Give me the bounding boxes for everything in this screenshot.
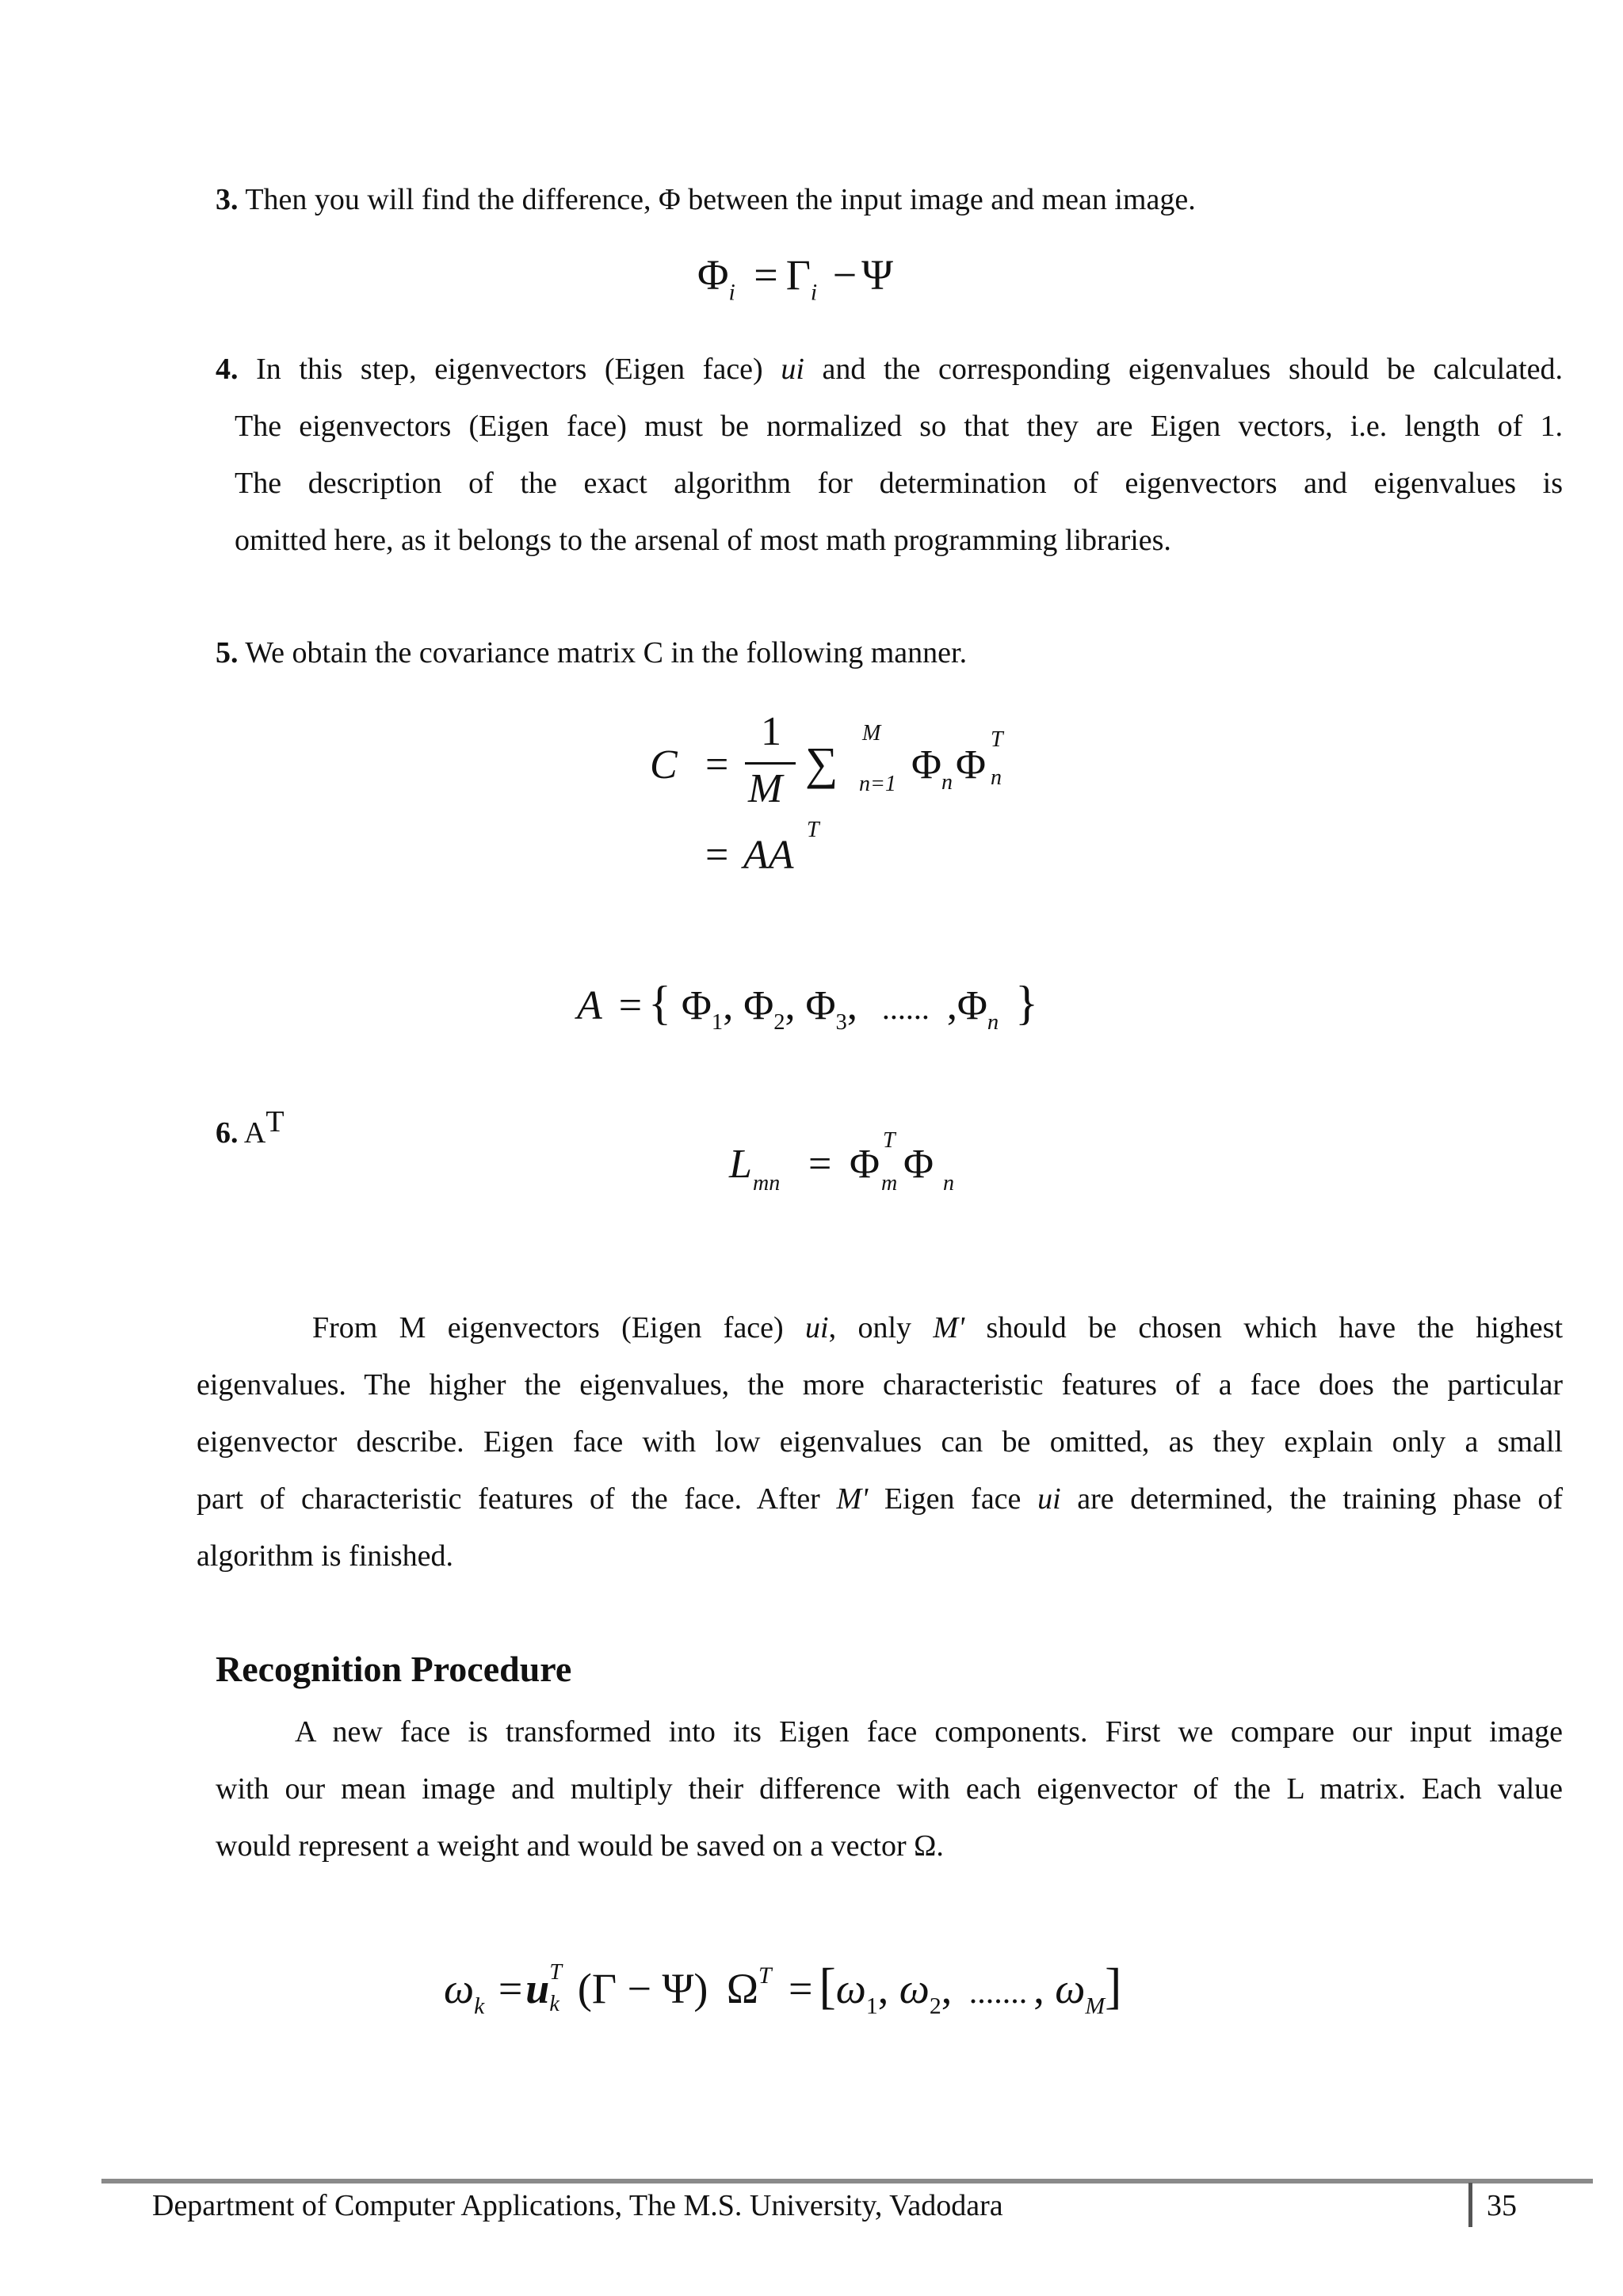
m-prime-italic-2: M' xyxy=(836,1482,869,1516)
fraction-denominator: M xyxy=(748,766,783,811)
selection-line-2: eigenvalues. The higher the eigenvalues, the more characteristic features of a face does the particular xyxy=(197,1368,1563,1402)
u-subscript: k xyxy=(549,1992,559,2016)
gamma-subscript: i xyxy=(810,280,818,306)
equation-l-matrix xyxy=(729,1128,983,1222)
step-6-a: A xyxy=(238,1116,266,1150)
footer-department: Department of Computer Applications, The M.S. University, Vadodara xyxy=(152,2189,1003,2222)
ui-italic-2: ui xyxy=(1037,1482,1061,1516)
omega-2: ω xyxy=(899,1965,930,2012)
equals-sign-2: = xyxy=(705,833,729,878)
gamma-symbol: Γ xyxy=(785,251,811,299)
step-4-number: 4. xyxy=(216,353,239,386)
omega-k-subscript: k xyxy=(474,1993,485,2019)
recognition-line-1: A new face is transformed into its Eigen face components. First we compare our input image xyxy=(295,1715,1563,1749)
sigma-upper-limit: M xyxy=(862,721,881,746)
step-5-paragraph xyxy=(216,624,1563,681)
omega-m-subscript: M xyxy=(1085,1993,1106,2019)
step-3-paragraph xyxy=(216,171,1563,228)
step-6-superscript: T xyxy=(265,1105,285,1138)
phi-m-subscript: m xyxy=(881,1171,898,1196)
phi-n-transpose-subscript: n xyxy=(991,765,1002,790)
selection-text-b: , only xyxy=(828,1311,934,1344)
ellipsis: ....... xyxy=(968,1974,1028,2011)
recognition-line-3: would represent a weight and would be saved on a vector Ω. xyxy=(216,1829,944,1863)
step-5-number: 5. xyxy=(216,636,239,669)
close-bracket: ] xyxy=(1105,1958,1122,2014)
l-subscript: mn xyxy=(753,1171,781,1196)
phi-n-subscript: n xyxy=(943,1171,954,1196)
fraction-numerator: 1 xyxy=(761,709,781,754)
m-prime-italic: M' xyxy=(933,1311,965,1344)
open-brace: { xyxy=(648,977,671,1029)
omega-2-subscript: 2 xyxy=(929,1993,941,2019)
phi-1-subscript: 1 xyxy=(711,1009,724,1035)
equation-difference xyxy=(697,250,893,306)
step-3-text: Then you will find the difference, Φ between the input image and mean image. xyxy=(238,183,1196,216)
open-bracket: [ xyxy=(819,1958,836,2014)
ellipsis: ...... xyxy=(881,990,930,1026)
phi-n: Φ xyxy=(903,1142,934,1187)
step-4-text-a: In this step, eigenvectors (Eigen face) xyxy=(238,353,781,386)
step-3-number: 3. xyxy=(216,183,239,216)
phi-n: Φ xyxy=(911,742,942,788)
equals-sign-2: = xyxy=(788,1965,813,2012)
psi-symbol: Ψ xyxy=(861,251,893,299)
sigma-symbol: ∑ xyxy=(805,738,838,789)
phi-2: Φ xyxy=(743,983,774,1028)
minus-sign: − xyxy=(832,251,857,299)
step-4-line-4: omitted here, as it belongs to the arsenal of most math programming libraries. xyxy=(235,524,1171,557)
footer-rule xyxy=(101,2179,1593,2183)
phi-1: Φ xyxy=(681,983,712,1028)
phi-3: Φ xyxy=(805,983,836,1028)
phi-n-subscript: n xyxy=(987,1009,999,1035)
sigma-lower-limit: n=1 xyxy=(859,772,896,796)
aa-superscript: T xyxy=(807,818,819,842)
phi-n-subscript: n xyxy=(941,770,953,795)
equation-weights: $\omega_k =u$ T k (Γ − Ψ) $\Omega^T = [\omega_1$, $\omega_2$, ....... , $\omega_M$] xyxy=(444,1958,1122,2019)
omega-1: ω xyxy=(835,1965,866,2012)
phi-m: Φ xyxy=(850,1142,880,1187)
equals-sign: = xyxy=(618,983,643,1028)
selection-text-a: From M eigenvectors (Eigen face) xyxy=(312,1311,806,1344)
c-symbol: C xyxy=(650,742,678,788)
selection-line-4 xyxy=(197,1470,1563,1527)
recognition-line-2: with our mean image and multiply their difference with each eigenvector of the L matrix. Each value xyxy=(216,1772,1563,1806)
selection-text-4c: are determined, the training phase of xyxy=(1060,1482,1564,1516)
u-symbol: u xyxy=(525,1965,550,2012)
phi-n-transpose: Φ xyxy=(956,742,987,788)
equals-sign: = xyxy=(808,1142,832,1187)
omega-superscript: T xyxy=(758,1962,772,1989)
equals-sign: = xyxy=(754,251,778,299)
selection-text-c: should be chosen which have the highest xyxy=(964,1311,1564,1344)
aa-symbol: AA xyxy=(743,833,794,878)
equals-sign: = xyxy=(498,1965,523,2012)
phi-m-superscript: T xyxy=(883,1128,896,1153)
selection-line-3: eigenvector describe. Eigen face with low eigenvalues can be omitted, as they explain only a small xyxy=(197,1425,1563,1459)
ui-italic: ui xyxy=(805,1311,829,1344)
step-4-line-3: The description of the exact algorithm for determination of eigenvectors and eigenvalues is xyxy=(235,467,1563,500)
ui-italic: ui xyxy=(781,353,804,386)
equation-covariance xyxy=(650,709,1062,895)
step-4-line-2: The eigenvectors (Eigen face) must be normalized so that they are Eigen vectors, i.e. length of 1. xyxy=(235,410,1563,443)
gamma-minus-psi: (Γ − Ψ) xyxy=(577,1965,708,2012)
step-6-number: 6. xyxy=(216,1116,239,1150)
step-6-paragraph xyxy=(216,1093,453,1161)
recognition-heading: Recognition Procedure xyxy=(216,1649,572,1689)
selection-line-1 xyxy=(312,1299,1563,1356)
page-number: 35 xyxy=(1487,2189,1517,2222)
omega-k: ω xyxy=(444,1965,475,2012)
equation-a-matrix: A = { $\Phi_1$, $\Phi_2$, $\Phi_3$, ...... $,\Phi_n$ } xyxy=(577,977,1038,1035)
omega-m: ω xyxy=(1055,1965,1086,2012)
selection-text-4a: part of characteristic features of the face. After xyxy=(197,1482,837,1516)
phi-n-transpose-superscript: T xyxy=(991,727,1003,752)
step-4-line-1 xyxy=(216,341,1563,398)
omega-1-subscript: 1 xyxy=(865,1993,878,2019)
fraction-bar xyxy=(745,762,796,765)
l-symbol: L xyxy=(729,1142,752,1187)
phi-2-subscript: 2 xyxy=(773,1009,785,1035)
phi-subscript: i xyxy=(728,280,735,306)
close-brace: } xyxy=(1015,977,1038,1029)
u-superscript: T xyxy=(549,1960,562,1985)
omega-vector: Ω xyxy=(726,1965,758,2012)
footer-divider xyxy=(1468,2183,1472,2227)
selection-line-5: algorithm is finished. xyxy=(197,1539,454,1573)
phi-symbol: Φ xyxy=(697,251,729,299)
equals-sign: = xyxy=(705,742,729,788)
step-4-text-b: and the corresponding eigenvalues should be calculated. xyxy=(804,353,1563,386)
selection-text-4b: Eigen face xyxy=(868,1482,1038,1516)
step-5-text: We obtain the covariance matrix C in the following manner. xyxy=(238,636,968,669)
phi-3-subscript: 3 xyxy=(835,1009,847,1035)
a-symbol: A xyxy=(577,983,602,1028)
phi-n: Φ xyxy=(957,983,987,1028)
